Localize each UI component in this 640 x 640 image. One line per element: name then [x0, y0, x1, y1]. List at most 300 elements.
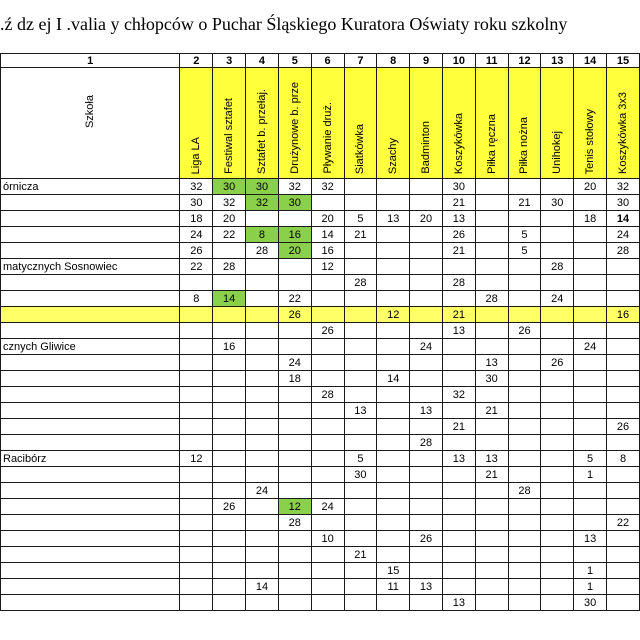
- score-cell: [278, 259, 311, 275]
- score-cell: 28: [475, 291, 508, 307]
- score-cell: [442, 259, 475, 275]
- score-cell: [344, 595, 377, 611]
- score-cell: [377, 435, 410, 451]
- score-cell: [344, 419, 377, 435]
- score-cell: 13: [475, 451, 508, 467]
- score-cell: [246, 339, 279, 355]
- score-cell: [180, 499, 213, 515]
- table-row: [1, 515, 640, 531]
- discipline-label: Liga LA: [190, 136, 203, 174]
- school-name: [1, 467, 180, 483]
- school-name: [1, 547, 180, 563]
- score-cell: [180, 547, 213, 563]
- score-cell: [278, 563, 311, 579]
- school-name: Racibórz: [1, 451, 180, 467]
- score-cell: [311, 435, 344, 451]
- score-cell: [410, 499, 443, 515]
- score-cell: [574, 403, 607, 419]
- score-cell: 30: [278, 195, 311, 211]
- score-cell: [278, 451, 311, 467]
- score-cell: [377, 419, 410, 435]
- score-cell: 24: [246, 483, 279, 499]
- score-cell: [213, 419, 246, 435]
- score-cell: 5: [574, 451, 607, 467]
- score-cell: [311, 483, 344, 499]
- score-cell: 32: [278, 179, 311, 195]
- discipline-header: [410, 68, 443, 179]
- score-cell: [377, 179, 410, 195]
- table-row: [1, 531, 640, 547]
- school-name: [1, 499, 180, 515]
- score-cell: [278, 211, 311, 227]
- score-cell: [574, 435, 607, 451]
- score-cell: [541, 307, 574, 323]
- score-cell: [278, 483, 311, 499]
- score-cell: 26: [180, 243, 213, 259]
- column-number: 12: [508, 54, 541, 68]
- discipline-header: [442, 68, 475, 179]
- column-number: 4: [246, 54, 279, 68]
- score-cell: [311, 403, 344, 419]
- score-cell: [410, 467, 443, 483]
- score-cell: 32: [246, 195, 279, 211]
- school-name: [1, 307, 180, 323]
- score-cell: [574, 195, 607, 211]
- discipline-header-row: [1, 68, 640, 179]
- discipline-header: [541, 68, 574, 179]
- score-cell: [475, 579, 508, 595]
- column-number: 3: [213, 54, 246, 68]
- score-cell: [410, 595, 443, 611]
- score-cell: [344, 435, 377, 451]
- score-cell: 16: [213, 339, 246, 355]
- score-cell: 12: [278, 499, 311, 515]
- score-cell: 30: [574, 595, 607, 611]
- score-cell: 5: [344, 211, 377, 227]
- score-cell: [410, 179, 443, 195]
- score-cell: 13: [344, 403, 377, 419]
- score-cell: [344, 499, 377, 515]
- score-cell: [180, 371, 213, 387]
- school-name: [1, 563, 180, 579]
- score-cell: 32: [607, 179, 640, 195]
- score-cell: [442, 339, 475, 355]
- score-cell: 28: [311, 387, 344, 403]
- score-cell: [574, 387, 607, 403]
- score-cell: [213, 547, 246, 563]
- score-cell: [508, 307, 541, 323]
- score-cell: 21: [475, 467, 508, 483]
- score-cell: 21: [344, 227, 377, 243]
- score-cell: 13: [442, 451, 475, 467]
- score-cell: [180, 531, 213, 547]
- score-cell: [574, 499, 607, 515]
- table-row: [1, 595, 640, 611]
- score-cell: [278, 387, 311, 403]
- score-cell: [574, 515, 607, 531]
- score-cell: 30: [246, 179, 279, 195]
- score-cell: [344, 355, 377, 371]
- score-cell: [607, 291, 640, 307]
- discipline-label: Siatkówka: [354, 123, 367, 174]
- score-cell: 30: [475, 371, 508, 387]
- score-cell: [410, 515, 443, 531]
- score-cell: 18: [574, 211, 607, 227]
- score-cell: 22: [607, 515, 640, 531]
- score-cell: [311, 563, 344, 579]
- score-cell: [410, 483, 443, 499]
- score-cell: [541, 403, 574, 419]
- score-cell: [541, 275, 574, 291]
- score-cell: [311, 419, 344, 435]
- score-cell: [213, 307, 246, 323]
- score-cell: [541, 419, 574, 435]
- score-cell: [574, 419, 607, 435]
- score-cell: [541, 595, 574, 611]
- table-row: [1, 499, 640, 515]
- school-name: [1, 483, 180, 499]
- score-cell: [344, 195, 377, 211]
- score-cell: 32: [311, 179, 344, 195]
- score-cell: [508, 595, 541, 611]
- score-cell: 1: [574, 579, 607, 595]
- score-cell: [311, 339, 344, 355]
- score-cell: 5: [508, 243, 541, 259]
- score-cell: [213, 515, 246, 531]
- results-table: [0, 53, 640, 611]
- table-row: [1, 323, 640, 339]
- school-name: cznych Gliwice: [1, 339, 180, 355]
- score-cell: [541, 547, 574, 563]
- score-cell: 5: [344, 451, 377, 467]
- score-cell: [377, 339, 410, 355]
- score-cell: 8: [246, 227, 279, 243]
- school-name: [1, 291, 180, 307]
- score-cell: [246, 387, 279, 403]
- score-cell: [278, 547, 311, 563]
- score-cell: [475, 419, 508, 435]
- discipline-header: [246, 68, 279, 179]
- score-cell: 14: [213, 291, 246, 307]
- score-cell: [213, 355, 246, 371]
- score-cell: 13: [475, 355, 508, 371]
- score-cell: [410, 259, 443, 275]
- score-cell: 26: [410, 531, 443, 547]
- score-cell: [377, 243, 410, 259]
- score-cell: [377, 515, 410, 531]
- score-cell: 22: [180, 259, 213, 275]
- score-cell: [475, 339, 508, 355]
- score-cell: 26: [278, 307, 311, 323]
- column-number: 5: [278, 54, 311, 68]
- discipline-header: [213, 68, 246, 179]
- score-cell: [344, 179, 377, 195]
- score-cell: [213, 323, 246, 339]
- score-cell: [410, 547, 443, 563]
- column-number: 6: [311, 54, 344, 68]
- score-cell: [377, 275, 410, 291]
- school-name: [1, 195, 180, 211]
- score-cell: [508, 515, 541, 531]
- score-cell: [213, 467, 246, 483]
- score-cell: 24: [278, 355, 311, 371]
- score-cell: [541, 179, 574, 195]
- score-cell: [541, 435, 574, 451]
- score-cell: 21: [442, 419, 475, 435]
- school-name: [1, 531, 180, 547]
- score-cell: [607, 595, 640, 611]
- score-cell: 22: [278, 291, 311, 307]
- score-cell: 18: [180, 211, 213, 227]
- score-cell: [574, 291, 607, 307]
- score-cell: [180, 515, 213, 531]
- score-cell: [508, 531, 541, 547]
- score-cell: 28: [541, 259, 574, 275]
- score-cell: [508, 291, 541, 307]
- score-cell: [607, 499, 640, 515]
- score-cell: 10: [311, 531, 344, 547]
- score-cell: 21: [508, 195, 541, 211]
- score-cell: [508, 435, 541, 451]
- score-cell: 28: [246, 243, 279, 259]
- school-name: matycznych Sosnowiec: [1, 259, 180, 275]
- discipline-label: Tenis stołowy: [584, 108, 597, 174]
- score-cell: [311, 291, 344, 307]
- discipline-header: [508, 68, 541, 179]
- score-cell: 16: [311, 243, 344, 259]
- score-cell: [246, 499, 279, 515]
- score-cell: [180, 403, 213, 419]
- score-cell: [541, 323, 574, 339]
- table-row: [1, 211, 640, 227]
- score-cell: [574, 355, 607, 371]
- discipline-label: Unihokej: [551, 131, 564, 174]
- column-number: 10: [442, 54, 475, 68]
- score-cell: [180, 275, 213, 291]
- discipline-header: [475, 68, 508, 179]
- score-cell: [246, 515, 279, 531]
- table-row: [1, 419, 640, 435]
- table-row: [1, 307, 640, 323]
- score-cell: [508, 179, 541, 195]
- score-cell: [180, 467, 213, 483]
- score-cell: [213, 531, 246, 547]
- score-cell: [541, 211, 574, 227]
- score-cell: 28: [442, 275, 475, 291]
- score-cell: [377, 403, 410, 419]
- score-cell: [410, 451, 443, 467]
- score-cell: [410, 275, 443, 291]
- score-cell: [508, 387, 541, 403]
- score-cell: [246, 451, 279, 467]
- score-cell: [410, 227, 443, 243]
- score-cell: [541, 531, 574, 547]
- score-cell: [311, 371, 344, 387]
- score-cell: [410, 291, 443, 307]
- score-cell: 32: [213, 195, 246, 211]
- column-number: 14: [574, 54, 607, 68]
- table-row: [1, 179, 640, 195]
- score-cell: [442, 291, 475, 307]
- score-cell: 24: [541, 291, 574, 307]
- score-cell: [442, 547, 475, 563]
- column-number: 9: [410, 54, 443, 68]
- score-cell: [508, 579, 541, 595]
- score-cell: 24: [311, 499, 344, 515]
- score-cell: [475, 387, 508, 403]
- score-cell: 20: [311, 211, 344, 227]
- score-cell: [541, 515, 574, 531]
- score-cell: [377, 499, 410, 515]
- score-cell: [213, 451, 246, 467]
- score-cell: [607, 275, 640, 291]
- discipline-label: Festiwal sztafet: [223, 98, 236, 174]
- score-cell: 28: [607, 243, 640, 259]
- score-cell: [246, 435, 279, 451]
- score-cell: [377, 195, 410, 211]
- score-cell: [607, 259, 640, 275]
- score-cell: [180, 435, 213, 451]
- score-cell: [410, 323, 443, 339]
- score-cell: [246, 371, 279, 387]
- score-cell: 26: [311, 323, 344, 339]
- score-cell: [607, 323, 640, 339]
- score-cell: [344, 531, 377, 547]
- school-name: [1, 323, 180, 339]
- score-cell: [442, 483, 475, 499]
- score-cell: [213, 371, 246, 387]
- score-cell: [541, 339, 574, 355]
- score-cell: [344, 323, 377, 339]
- school-name: [1, 371, 180, 387]
- score-cell: 21: [442, 243, 475, 259]
- score-cell: 14: [377, 371, 410, 387]
- column-number: 15: [607, 54, 640, 68]
- column-number-row: [1, 54, 640, 68]
- score-cell: 28: [213, 259, 246, 275]
- score-cell: [475, 435, 508, 451]
- score-cell: [541, 387, 574, 403]
- score-cell: [246, 323, 279, 339]
- table-row: [1, 387, 640, 403]
- score-cell: 18: [278, 371, 311, 387]
- score-cell: [475, 275, 508, 291]
- score-cell: [180, 307, 213, 323]
- score-cell: 1: [574, 467, 607, 483]
- score-cell: [311, 355, 344, 371]
- score-cell: [475, 515, 508, 531]
- score-cell: [377, 323, 410, 339]
- discipline-header: [377, 68, 410, 179]
- score-cell: [410, 419, 443, 435]
- score-cell: [607, 531, 640, 547]
- table-row: [1, 435, 640, 451]
- score-cell: [311, 579, 344, 595]
- score-cell: [607, 403, 640, 419]
- score-cell: 8: [180, 291, 213, 307]
- score-cell: 26: [541, 355, 574, 371]
- table-row: [1, 291, 640, 307]
- score-cell: [475, 227, 508, 243]
- score-cell: [442, 499, 475, 515]
- discipline-header: [311, 68, 344, 179]
- score-cell: [180, 339, 213, 355]
- score-cell: [246, 403, 279, 419]
- score-cell: [574, 547, 607, 563]
- score-cell: [213, 563, 246, 579]
- score-cell: [508, 419, 541, 435]
- score-cell: [377, 451, 410, 467]
- score-cell: 21: [344, 547, 377, 563]
- score-cell: 14: [246, 579, 279, 595]
- score-cell: [377, 467, 410, 483]
- score-cell: [278, 403, 311, 419]
- score-cell: [344, 371, 377, 387]
- discipline-label: Koszykówka: [452, 112, 465, 174]
- score-cell: [541, 499, 574, 515]
- score-cell: [475, 323, 508, 339]
- score-cell: [246, 211, 279, 227]
- score-cell: 20: [213, 211, 246, 227]
- column-number: 11: [475, 54, 508, 68]
- score-cell: [377, 531, 410, 547]
- score-cell: [607, 563, 640, 579]
- score-cell: [475, 243, 508, 259]
- column-number: 7: [344, 54, 377, 68]
- score-cell: [278, 467, 311, 483]
- score-cell: [377, 483, 410, 499]
- score-cell: 13: [410, 579, 443, 595]
- score-cell: 30: [344, 467, 377, 483]
- discipline-label: Drużynowe b. prze: [288, 82, 301, 174]
- score-cell: [574, 227, 607, 243]
- score-cell: [410, 371, 443, 387]
- score-cell: [213, 579, 246, 595]
- score-cell: [344, 339, 377, 355]
- score-cell: 20: [278, 243, 311, 259]
- score-cell: [213, 275, 246, 291]
- column-number: 2: [180, 54, 213, 68]
- school-name: [1, 355, 180, 371]
- score-cell: [475, 547, 508, 563]
- score-cell: 21: [442, 195, 475, 211]
- score-cell: [344, 307, 377, 323]
- score-cell: [311, 275, 344, 291]
- score-cell: [508, 467, 541, 483]
- discipline-label: Piłka ręczna: [485, 114, 498, 174]
- score-cell: 32: [180, 179, 213, 195]
- score-cell: 20: [574, 179, 607, 195]
- score-cell: [311, 515, 344, 531]
- score-cell: [213, 387, 246, 403]
- score-cell: [278, 339, 311, 355]
- score-cell: [180, 323, 213, 339]
- score-cell: [541, 243, 574, 259]
- discipline-label: Szachy: [387, 137, 400, 174]
- score-cell: [410, 563, 443, 579]
- discipline-label: Pływanie druż.: [321, 102, 334, 174]
- score-cell: 20: [410, 211, 443, 227]
- score-cell: [410, 387, 443, 403]
- table-row: [1, 451, 640, 467]
- score-cell: [180, 355, 213, 371]
- school-name: [1, 595, 180, 611]
- score-cell: 12: [311, 259, 344, 275]
- school-name: [1, 275, 180, 291]
- score-cell: [344, 483, 377, 499]
- discipline-label: Piłka nożna: [518, 117, 531, 174]
- score-cell: [574, 323, 607, 339]
